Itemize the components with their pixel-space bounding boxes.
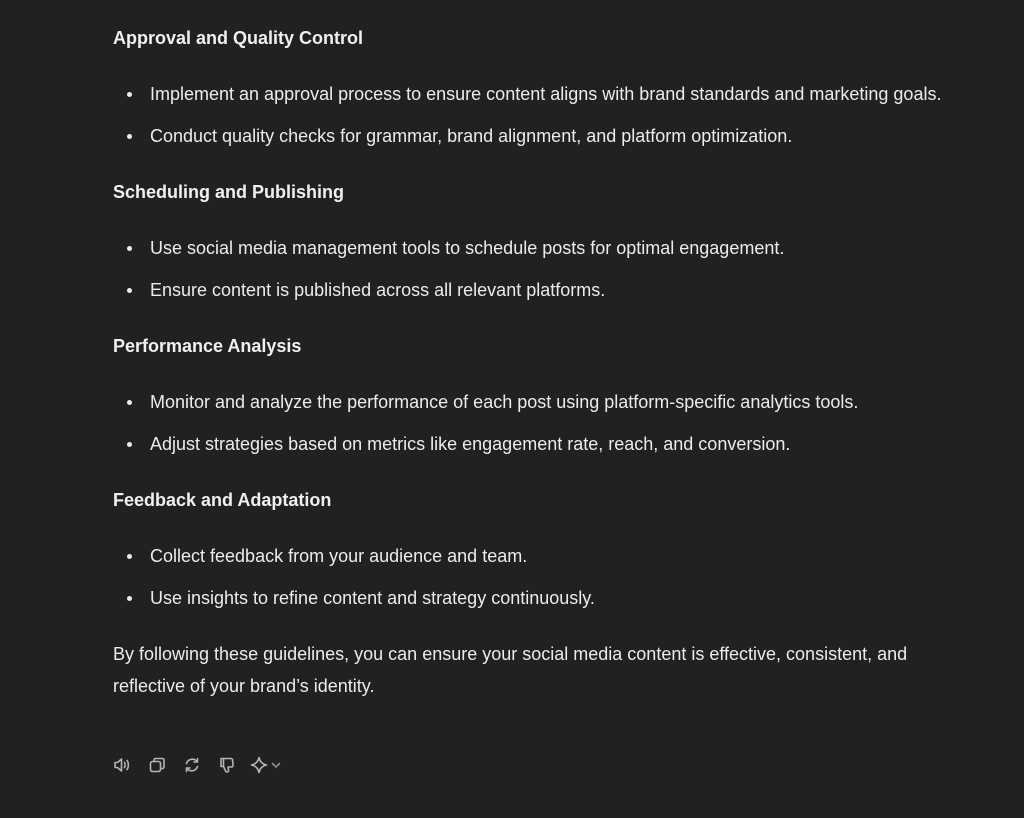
- section-heading: Performance Analysis: [113, 336, 302, 356]
- bullet-list: [113, 386, 943, 460]
- list-item: Use social media management tools to schedule posts for optimal engagement.: [150, 232, 943, 264]
- copy-icon: [147, 755, 167, 775]
- closing-paragraph: By following these guidelines, you can ensure your social media content is effective, consistent, and reflective of your brand’s identity.: [113, 644, 908, 696]
- section-heading: Scheduling and Publishing: [113, 182, 345, 202]
- list-item: Conduct quality checks for grammar, brand alignment, and platform optimization.: [150, 120, 943, 152]
- list-item: Collect feedback from your audience and team.: [150, 540, 943, 572]
- regenerate-button[interactable]: [179, 752, 205, 778]
- bullet-list: [113, 78, 943, 152]
- bad-response-button[interactable]: [214, 752, 240, 778]
- message-actions-toolbar: [109, 752, 282, 778]
- list-item: Implement an approval process to ensure content aligns with brand standards and marketing goals.: [150, 78, 943, 110]
- thumbs-down-icon: [217, 755, 237, 775]
- section-heading: Approval and Quality Control: [113, 28, 364, 48]
- copy-button[interactable]: [144, 752, 170, 778]
- regenerate-icon: [182, 755, 202, 775]
- speaker-icon: [112, 755, 132, 775]
- list-item: Adjust strategies based on metrics like engagement rate, reach, and conversion.: [150, 428, 943, 460]
- list-item: Ensure content is published across all relevant platforms.: [150, 274, 943, 306]
- assistant-message: [113, 22, 943, 702]
- section-heading: Feedback and Adaptation: [113, 490, 332, 510]
- switch-model-button[interactable]: [249, 752, 282, 778]
- sparkle-icon: [249, 755, 269, 775]
- bullet-list: [113, 540, 943, 614]
- list-item: Use insights to refine content and strategy continuously.: [150, 582, 943, 614]
- chevron-down-icon: [270, 759, 282, 771]
- bullet-list: [113, 232, 943, 306]
- list-item: Monitor and analyze the performance of each post using platform-specific analytics tools.: [150, 386, 943, 418]
- read-aloud-button[interactable]: [109, 752, 135, 778]
